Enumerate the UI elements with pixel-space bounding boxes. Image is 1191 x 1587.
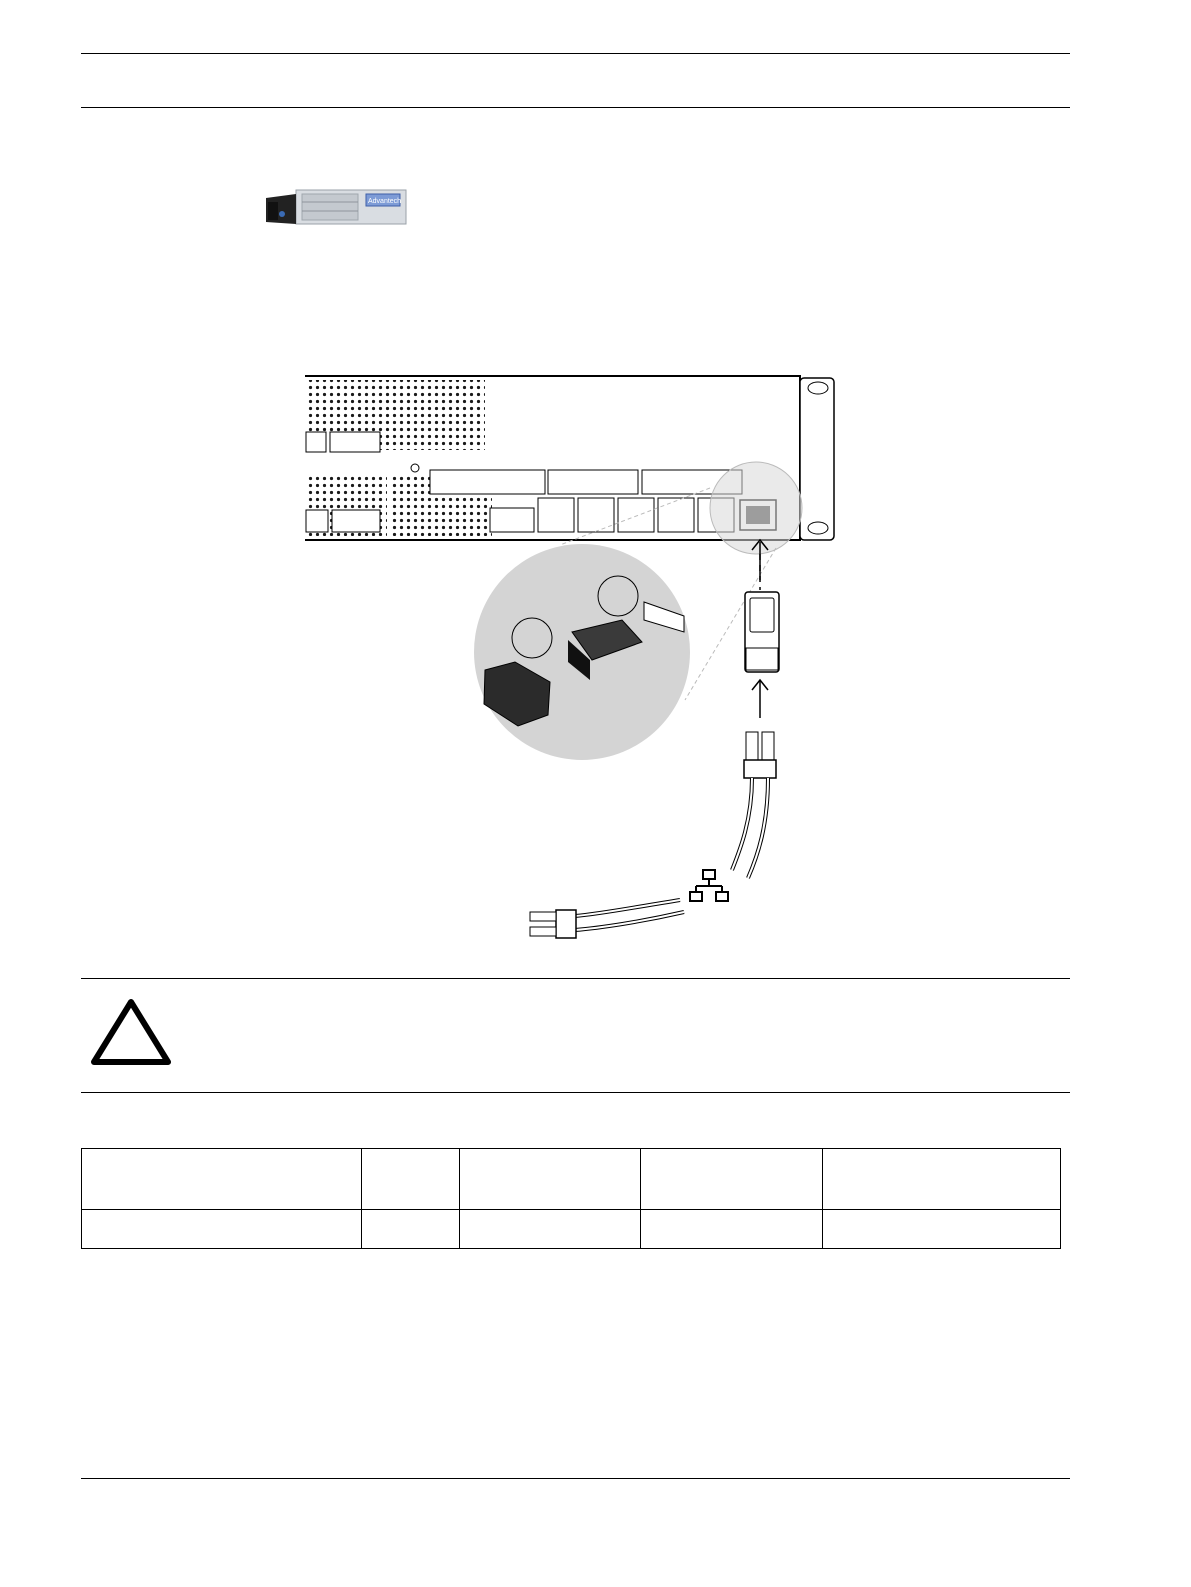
table-header-cell (82, 1149, 362, 1210)
table-cell (361, 1210, 459, 1249)
table-header-cell (459, 1149, 641, 1210)
table-header-row (82, 1149, 1061, 1210)
warning-triangle-icon (88, 996, 174, 1068)
table-header-cell (641, 1149, 823, 1210)
table-cell (641, 1210, 823, 1249)
caution-rule-top (81, 978, 1070, 979)
table-cell (459, 1210, 641, 1249)
table-header-cell (361, 1149, 459, 1210)
table-cell (823, 1210, 1061, 1249)
table-row (82, 1210, 1061, 1249)
sfp-brand-label: Advantech (368, 198, 402, 205)
footer-rule (81, 1478, 1070, 1479)
table-header-cell (823, 1149, 1061, 1210)
header-rule-top (81, 53, 1070, 54)
sfp-installation-diagram (300, 370, 860, 950)
table-cell (82, 1210, 362, 1249)
caution-rule-bottom (81, 1092, 1070, 1093)
spec-table (81, 1148, 1061, 1249)
sfp-module-image (258, 178, 418, 244)
network-icon (690, 870, 728, 901)
header-rule-bottom (81, 107, 1070, 108)
